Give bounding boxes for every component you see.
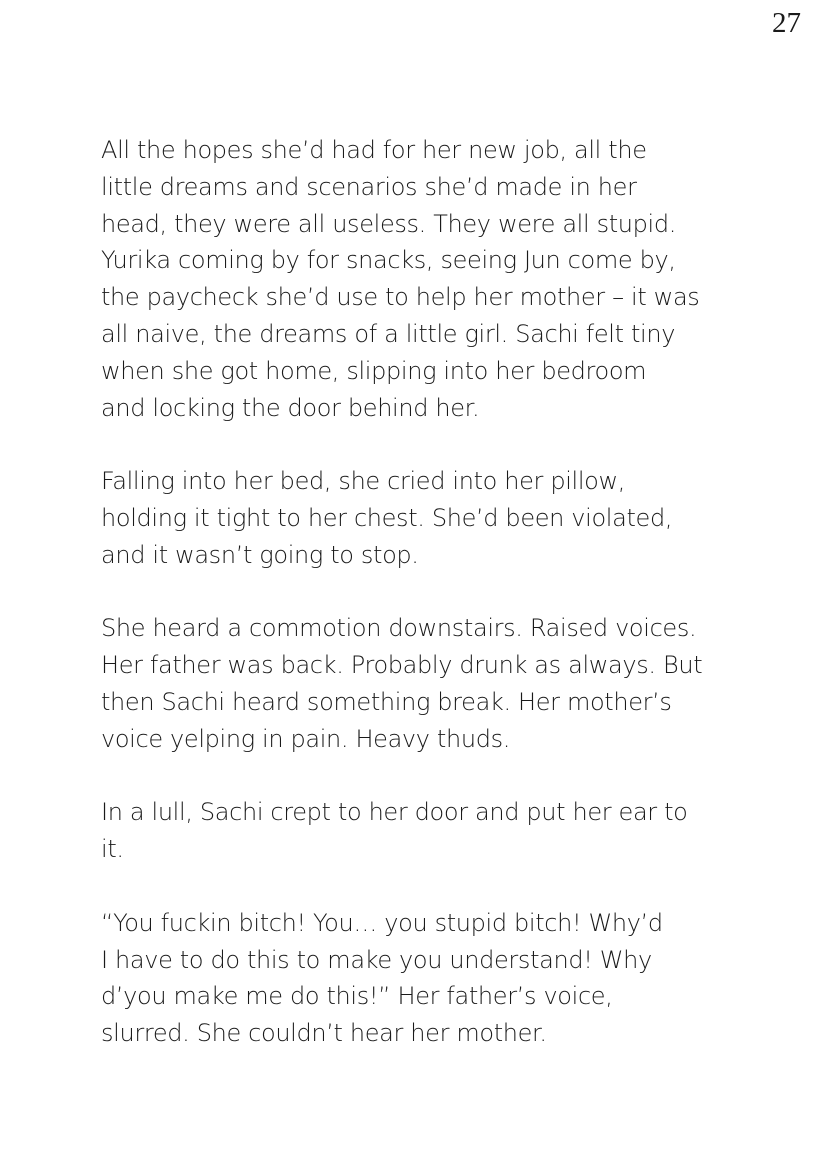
paragraph-2: [101, 463, 741, 573]
text-line: Yurika coming by for snacks, seeing Jun come by,: [101, 246, 676, 275]
text-line: head, they were all useless. They were all stupid.: [101, 209, 677, 238]
page-number: 27: [772, 7, 801, 39]
text-line: little dreams and scenarios she’d made in her: [101, 172, 637, 201]
text-line: I have to do this to make you understand! Why: [101, 945, 652, 974]
text-line: In a lull, Sachi crept to her door and put her ear to: [101, 798, 688, 827]
text-line: when she got home, slipping into her bedroom: [101, 356, 647, 385]
paragraph-4: [101, 794, 741, 868]
text-line: Her father was back. Probably drunk as always. But: [101, 651, 703, 680]
text-line: the paycheck she’d use to help her mother – it was: [101, 283, 700, 312]
text-line: then Sachi heard something break. Her mother’s: [101, 687, 672, 716]
body-text: [101, 132, 741, 1089]
text-line: She heard a commotion downstairs. Raised voices.: [101, 614, 697, 643]
text-line: Falling into her bed, she cried into her pillow,: [101, 467, 626, 496]
text-line: All the hopes she’d had for her new job, all the: [101, 136, 647, 164]
text-line: “You fuckin bitch! You… you stupid bitch! Why’d: [101, 908, 663, 937]
text-line: and it wasn’t going to stop.: [101, 540, 419, 569]
text-line: voice yelping in pain. Heavy thuds.: [101, 724, 511, 753]
text-line: and locking the door behind her.: [101, 393, 480, 422]
paragraph-1: [101, 132, 741, 426]
text-line: d’you make me do this!” Her father’s voice,: [101, 982, 613, 1011]
paragraph-5: [101, 905, 741, 1052]
text-line: holding it tight to her chest. She’d been violated,: [101, 503, 673, 532]
paragraph-3: [101, 610, 741, 757]
text-line: it.: [101, 835, 124, 864]
text-line: all naive, the dreams of a little girl. Sachi felt tiny: [101, 319, 676, 348]
text-line: slurred. She couldn’t hear her mother.: [101, 1019, 547, 1048]
